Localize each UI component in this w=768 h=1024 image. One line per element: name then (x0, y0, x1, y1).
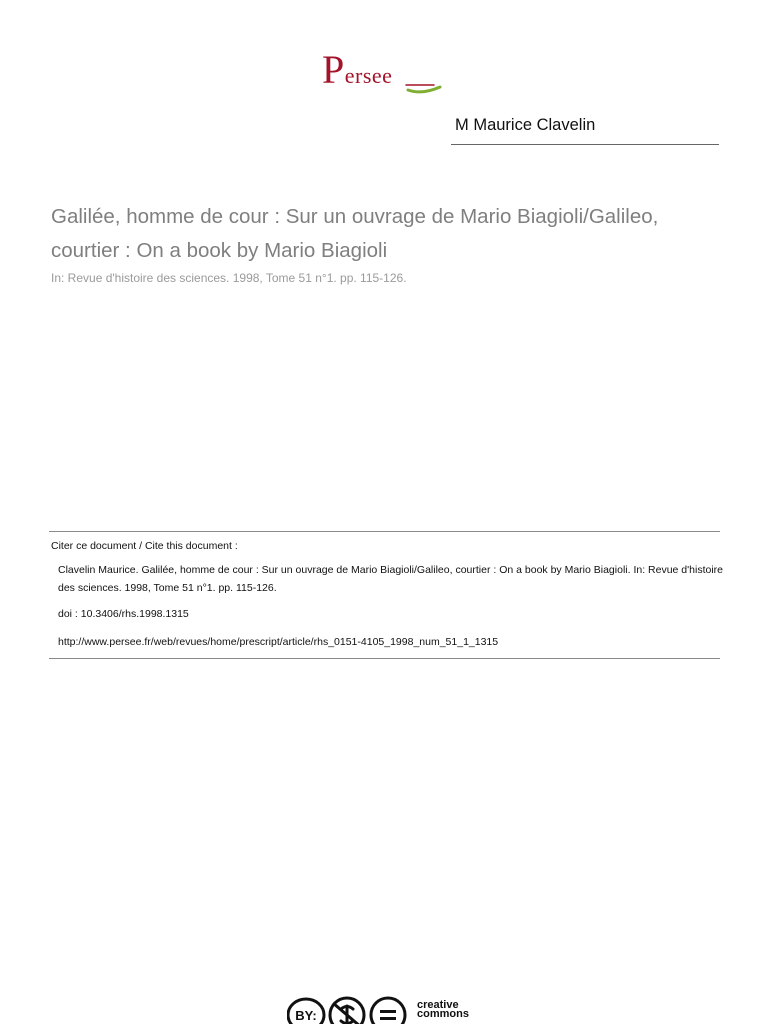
author-divider (451, 144, 719, 145)
cc-by-icon (288, 999, 324, 1024)
citation-bottom-divider (49, 658, 720, 659)
logo-letter-p: P (322, 47, 345, 92)
logo-letters-ersee: ersee (344, 63, 393, 88)
citation-heading: Citer ce document / Cite this document : (51, 540, 238, 552)
persee-logo[interactable] (322, 46, 446, 100)
logo-swoosh-icon (322, 46, 446, 100)
article-source: In: Revue d'histoire des sciences. 1998, Tome 51 n°1. pp. 115-126. (51, 271, 407, 285)
cc-word-commons: commons (417, 1008, 469, 1020)
cc-noderivatives-icon (371, 998, 405, 1024)
cc-by-label: BY: (295, 1008, 317, 1023)
citation-doi[interactable]: doi : 10.3406/rhs.1998.1315 (58, 608, 189, 620)
citation-text: Clavelin Maurice. Galilée, homme de cour : Sur un ouvrage de Mario Biagioli/Galileo, courtier : On a book by Mario Biagioli. In: Revue d'histoire des sciences. 1998, Tome 51 n°1. pp. 115-126. (58, 564, 723, 594)
citation-url-link[interactable]: http://www.persee.fr/web/revues/home/prescript/article/rhs_0151-4105_1998_num_51_1_1315 (58, 636, 499, 648)
author-name: M Maurice Clavelin (455, 116, 596, 134)
creative-commons-label (417, 1001, 469, 1019)
cc-word-creative: creative (417, 999, 459, 1011)
cc-noncommercial-icon (330, 998, 364, 1024)
citation-top-divider (49, 531, 720, 532)
article-title: Galilée, homme de cour : Sur un ouvrage de Mario Biagioli/Galileo, courtier : On a book by Mario Biagioli (51, 205, 659, 262)
